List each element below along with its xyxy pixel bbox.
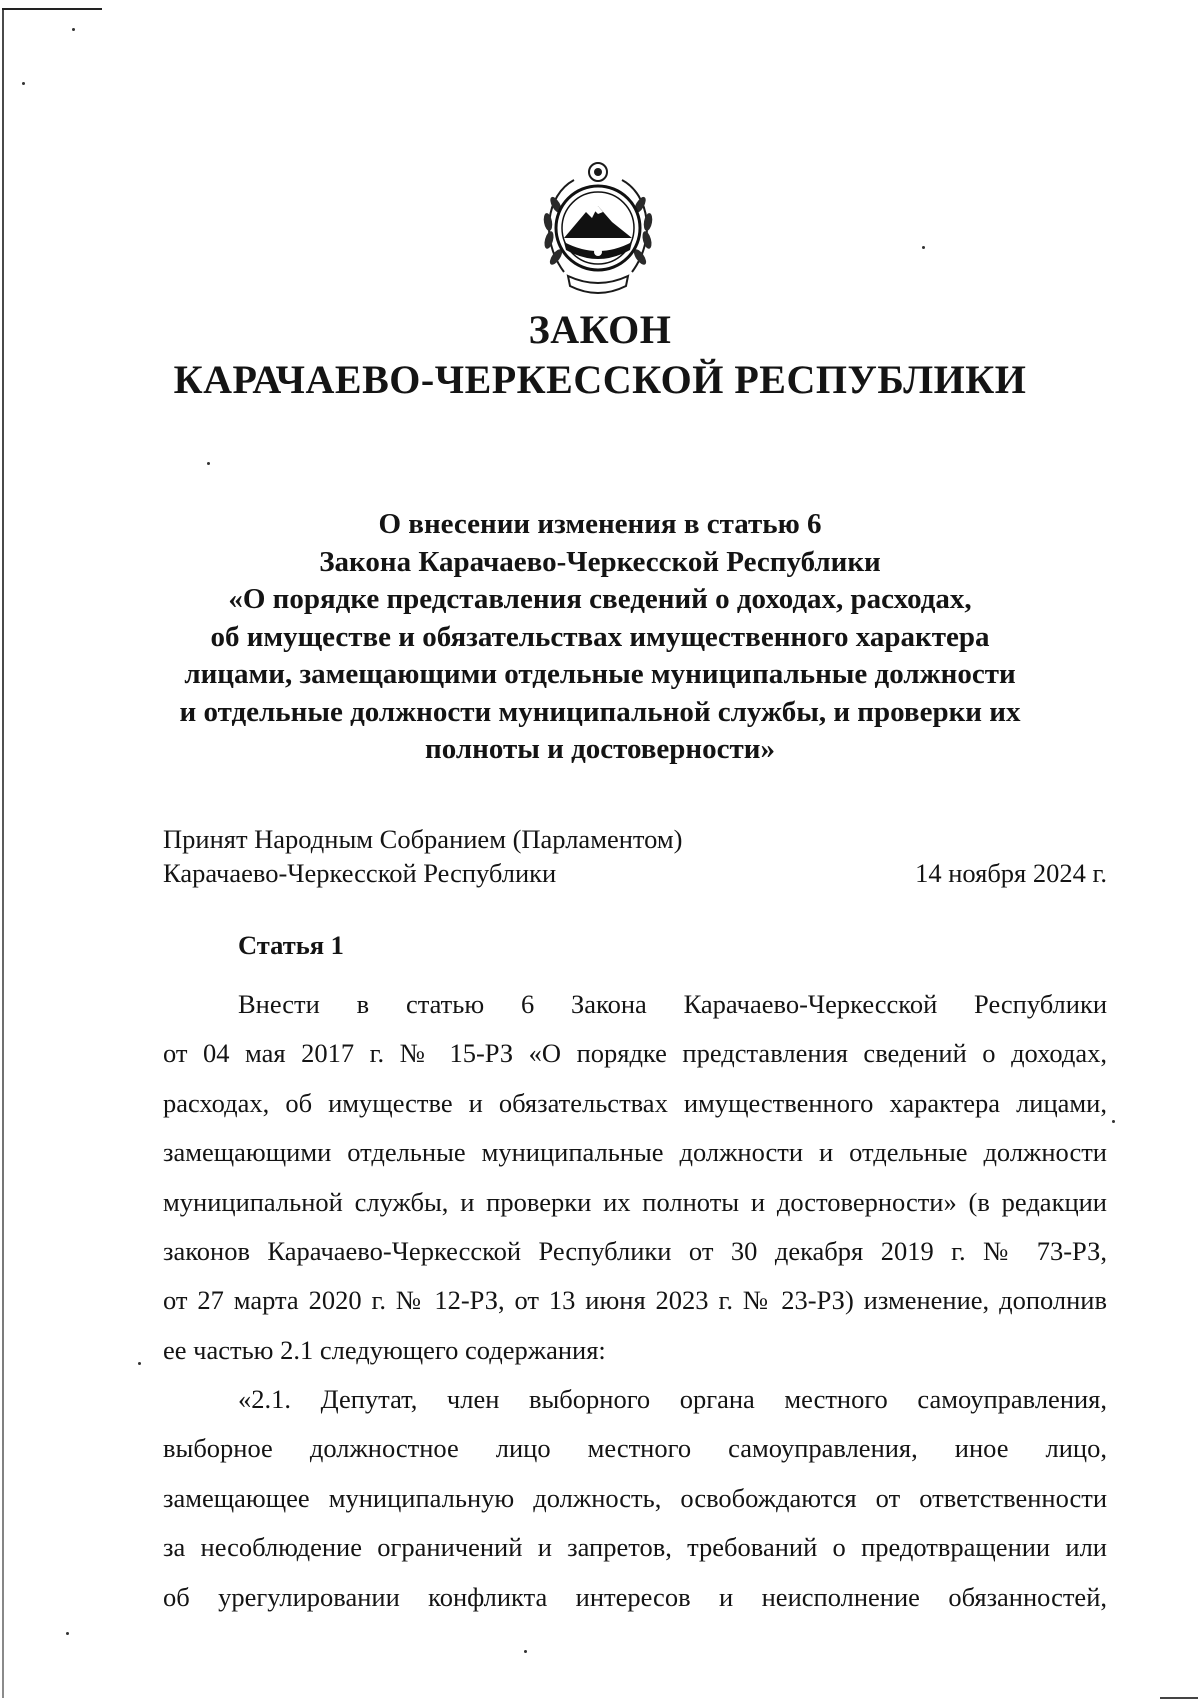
subject-line: Закона Карачаево-Черкесской Республики [319,545,881,578]
paragraph-line: замещающее муниципальную должность, освобождаются от ответственности [163,1482,1107,1513]
subject-line: «О порядке представления сведений о доходах, расходах, [228,583,972,615]
scan-edge-left [2,8,4,1698]
scan-speck [524,1650,527,1653]
article-paragraph-quote [163,1375,1107,1622]
scan-edge-mark [1160,1697,1198,1699]
paragraph-line: выборное должностное лицо местного самоуправления, иное лицо, [163,1433,1107,1464]
paragraph-line: об урегулировании конфликта интересов и неисполнение обязанностей, [163,1581,1107,1612]
paragraph-line: замещающими отдельные муниципальные должности и отдельные должности [163,1137,1107,1168]
scan-speck [138,1362,141,1365]
scan-speck [66,1632,69,1635]
paragraph-line: муниципальной службы, и проверки их полноты и достоверности» (в редакции [163,1186,1107,1217]
adoption-date: 14 ноября 2024 г. [915,858,1107,888]
article-heading: Статья 1 [238,930,344,960]
paragraph-line: Внести в статью 6 Закона Карачаево-Черкесской Республики [238,989,1107,1019]
subject-line: об имуществе и обязательствах имущественного характера [210,620,990,653]
subject-line: лицами, замещающими отдельные муниципальные должности [184,658,1016,690]
paragraph-line: от 04 мая 2017 г. № 15-РЗ «О порядке представления сведений о доходах, [163,1038,1107,1069]
paragraph-line: расходах, об имуществе и обязательствах имущественного характера лицами, [163,1087,1107,1118]
paragraph-line: от 27 марта 2020 г. № 12-РЗ, от 13 июня 2023 г. № 23-РЗ) изменение, дополнив [163,1285,1107,1316]
paragraph-line: «2.1. Депутат, член выборного органа местного самоуправления, [238,1384,1107,1414]
scan-speck [72,28,75,31]
article-paragraph [163,980,1107,1375]
scan-speck [22,82,25,85]
subject-line: полноты и достоверности» [425,733,775,765]
law-title-republic: КАРАЧАЕВО-ЧЕРКЕССКОЙ РЕСПУБЛИКИ [173,357,1027,402]
paragraph-line: законов Карачаево-Черкесской Республики от 30 декабря 2019 г. № 73-РЗ, [163,1236,1107,1267]
adopted-by-republic: Карачаево-Черкесской Республики [163,858,557,888]
subject-line: и отдельные должности муниципальной службы, и проверки их [179,695,1021,728]
scan-speck [207,462,210,465]
adopted-by-line: Принят Народным Собранием (Парламентом) [163,824,683,854]
scan-speck [922,246,925,249]
scan-edge-top [2,8,102,10]
paragraph-line: за несоблюдение ограничений и запретов, требований о предотвращении или [163,1532,1107,1563]
subject-line: О внесении изменения в статью 6 [378,508,822,540]
paragraph-line: ее частью 2.1 следующего содержания: [163,1334,606,1365]
adoption-block [163,822,1107,890]
law-subject [150,506,1050,769]
coat-of-arms-emblem [534,160,662,302]
scan-speck [1112,1120,1115,1123]
law-title: ЗАКОН [528,307,672,352]
